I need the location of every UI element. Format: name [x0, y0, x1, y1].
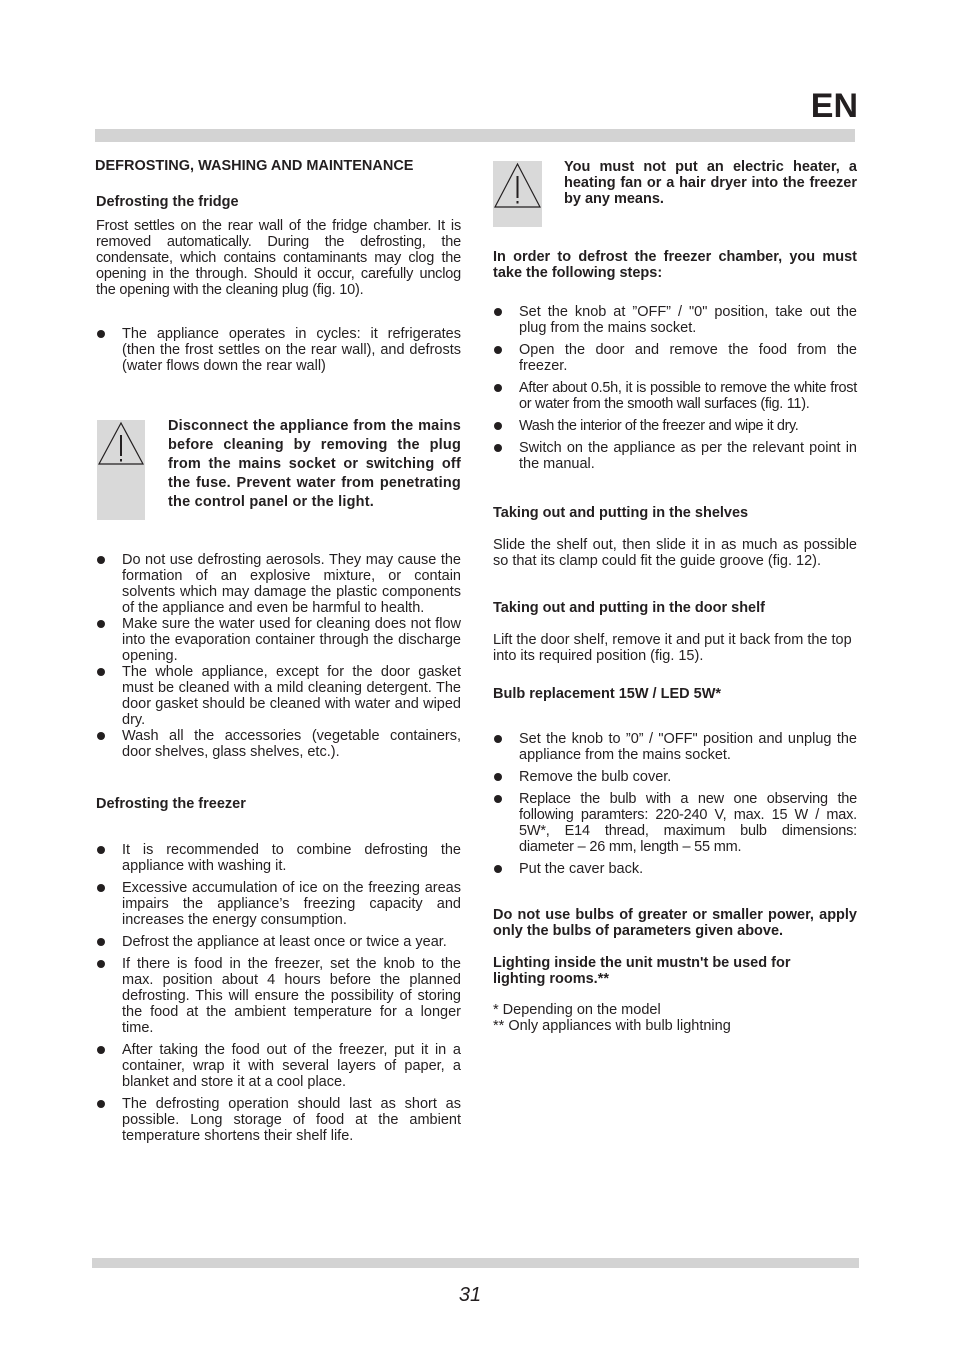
bulb-warning: Do not use bulbs of greater or smaller power, apply only the bulbs of parameters given above.	[493, 907, 857, 939]
list-item: The whole appliance, except for the door gasket must be cleaned with a mild cleaning detergent. The door gasket should be cleaned with water and wiped dry.	[96, 664, 461, 728]
language-code: EN	[810, 87, 858, 125]
list-item: After taking the food out of the freezer, put it in a container, wrap it with several layers of paper, a blanket and store it at a cool place.	[96, 1042, 461, 1090]
list-item: Make sure the water used for cleaning does not flow into the evaporation container through the discharge opening.	[96, 616, 461, 664]
shelves-paragraph: Slide the shelf out, then slide it in as much as possible so that its clamp could fit the guide groove (fig. 12).	[493, 537, 857, 569]
footnote-bulb: ** Only appliances with bulb lightning	[493, 1018, 731, 1034]
left-column	[96, 0, 461, 1250]
cleaning-list	[96, 552, 461, 760]
list-item: It is recommended to combine defrosting the appliance with washing it.	[96, 842, 461, 874]
freezer-heading: Defrosting the freezer	[96, 796, 246, 812]
lighting-note: Lighting inside the unit mustn't be used for lighting rooms.**	[493, 955, 791, 987]
defrost-steps-list	[493, 304, 857, 472]
cycle-list	[96, 326, 461, 374]
section-title: DEFROSTING, WASHING AND MAINTENANCE	[95, 158, 414, 174]
bulb-heading: Bulb replacement 15W / LED 5W*	[493, 686, 722, 702]
bulb-steps-list	[493, 731, 857, 877]
list-item: Defrost the appliance at least once or twice a year.	[96, 934, 461, 950]
fridge-heading: Defrosting the fridge	[96, 194, 239, 210]
list-item: The defrosting operation should last as short as possible. Long storage of food at the ambient temperature shortens their shelf life.	[96, 1096, 461, 1144]
fridge-paragraph: Frost settles on the rear wall of the fridge chamber. It is removed automatically. During the defrosting, the condensate, which contains contaminants may clog the opening in the through. Should it occur, carefully unclog the opening with the cleaning plug (fig. 10).	[96, 218, 461, 298]
list-item: Remove the bulb cover.	[493, 769, 857, 785]
door-shelf-heading: Taking out and putting in the door shelf	[493, 600, 765, 616]
right-column	[493, 0, 857, 1250]
list-item: Excessive accumulation of ice on the freezing areas impairs the appliance’s freezing capacity and increases the energy consumption.	[96, 880, 461, 928]
list-item: Open the door and remove the food from the freezer.	[493, 342, 857, 374]
shelves-heading: Taking out and putting in the shelves	[493, 505, 749, 521]
footnote-model: * Depending on the model	[493, 1002, 661, 1018]
warning-box	[97, 420, 145, 520]
warning-box	[493, 161, 542, 227]
freezer-list	[96, 842, 461, 1144]
list-item: Wash the interior of the freezer and wipe it dry.	[493, 418, 857, 434]
door-shelf-paragraph: Lift the door shelf, remove it and put it back from the top into its required position (fig. 15).	[493, 632, 852, 664]
list-item: After about 0.5h, it is possible to remove the white frost or water from the smooth wall surfaces (fig. 11).	[493, 380, 857, 412]
list-item: Replace the bulb with a new one observing the following paramters: 220-240 V, max. 15 W / max. 5W*, E14 thread, maximum bulb dimensions: diameter – 26 mm, length – 55 mm.	[493, 791, 857, 855]
list-item: Set the knob to ”0” / "OFF" position and unplug the appliance from the mains socket.	[493, 731, 857, 763]
list-item: Do not use defrosting aerosols. They may cause the formation of an explosive mixture, or contain solvents which may damage the plastic components of the appliance and even be harmful to health.	[96, 552, 461, 616]
page-number: 31	[458, 1284, 482, 1306]
warning-triangle-icon	[493, 161, 542, 213]
list-item: Switch on the appliance as per the relevant point in the manual.	[493, 440, 857, 472]
heater-warning: You must not put an electric heater, a heating fan or a hair dryer into the freezer by any means.	[564, 159, 857, 207]
steps-intro: In order to defrost the freezer chamber, you must take the following steps:	[493, 249, 857, 281]
list-item: Set the knob at ”OFF” / "0" position, take out the plug from the mains socket.	[493, 304, 857, 336]
footer-rule	[92, 1258, 859, 1268]
list-item: If there is food in the freezer, set the knob to the max. position about 4 hours before the planned defrosting. This will ensure the possibility of storing the food at the ambient temperature for a longer time.	[96, 956, 461, 1036]
list-item: Wash all the accessories (vegetable containers, door shelves, glass shelves, etc.).	[96, 728, 461, 760]
list-item: Put the caver back.	[493, 861, 857, 877]
list-item: The appliance operates in cycles: it refrigerates (then the frost settles on the rear wall), and defrosts (water flows down the rear wall)	[96, 326, 461, 374]
warning-triangle-icon	[97, 420, 145, 468]
cleaning-warning: Disconnect the appliance from the mains before cleaning by removing the plug from the mains socket or switching off the fuse. Prevent water from penetrating the control panel or the light.	[168, 418, 461, 510]
